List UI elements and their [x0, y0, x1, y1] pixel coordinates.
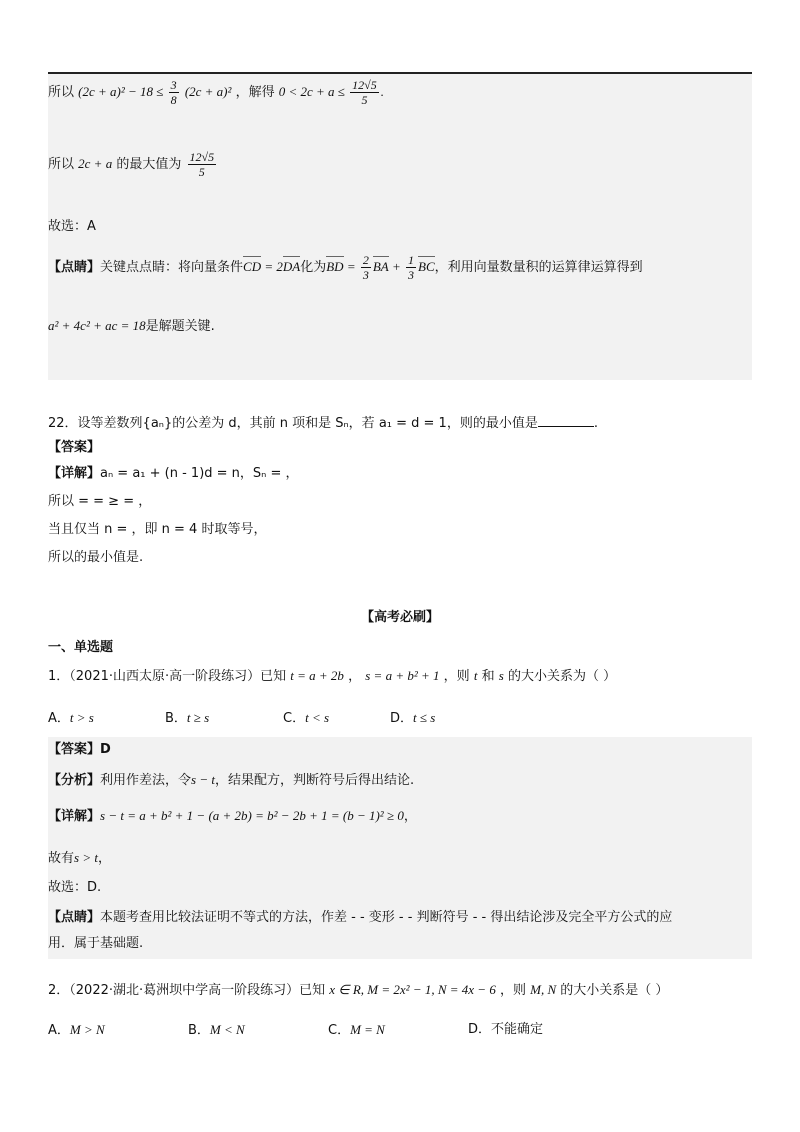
q1-stem: 1．（2021·山西太原·高一阶段练习）已知 t = a + 2b ， s = a + b² + 1 ，则 t 和 s 的大小关系为（ ） — [48, 668, 617, 684]
answer-blank — [538, 414, 594, 427]
q1-option-c: C．t < s — [283, 710, 330, 726]
q22-detail: 【详解】aₙ = a₁ + (n - 1)d = n，Sₙ = ， — [48, 466, 299, 481]
inequality: (2c + a)² − 18 ≤ — [78, 84, 167, 99]
prev-tip-line1: 【点睛】关键点点睛：将向量条件CD = 2DA化为BD = $\frac{2}{3}$ BA + $\frac{1}{3}$ BC，利用向量数量积的运算律运算得到 — [48, 253, 643, 282]
range: 0 < 2c + a ≤ — [278, 84, 349, 99]
q22-line4: 所以的最小值是. — [48, 550, 144, 565]
q2-option-a: A．M > N — [48, 1022, 105, 1038]
inequality-tail: (2c + a)² — [184, 84, 232, 99]
q22-line2: 所以 = = ≥ = ， — [48, 494, 152, 509]
q2-option-c: C．M = N — [328, 1022, 385, 1038]
q22-line3: 当且仅当 n = ，即 n = 4 时取等号， — [48, 522, 267, 537]
max-value-fraction: $\frac{12√5}{5}$ — [189, 150, 215, 179]
prev-tip-line2: a² + 4c² + ac = 18是解题关键. — [48, 318, 215, 334]
q2-stem: 2．（2022·湖北·葛洲坝中学高一阶段练习）已知 x ∈ R, M = 2x² − 1, N = 4x − 6 ，则 M, N 的大小关系是（ ） — [48, 982, 669, 998]
q2-option-d: D．不能确定 — [468, 1022, 544, 1037]
q1-tip-line2: 用．属于基础题. — [48, 936, 144, 951]
section-title: 【高考必刷】 — [360, 610, 439, 625]
q1-option-a: A．t > s — [48, 710, 94, 726]
prefix: 所以 — [48, 85, 75, 100]
q1-analysis: 【分析】利用作差法，令s − t，结果配方，判断符号后得出结论. — [48, 772, 415, 788]
fraction: $\frac{3}{8}$ — [170, 78, 177, 107]
q22-answer-label: 【答案】 — [48, 440, 101, 455]
q1-detail: 【详解】s − t = a + b² + 1 − (a + 2b) = b² − 2b + 1 = (b − 1)² ≥ 0， — [48, 808, 417, 824]
max-fraction: $\frac{12√5}{5}$ — [352, 78, 377, 107]
q1-conclusion: 故有s > t， — [48, 850, 111, 866]
prev-choice: 故选：A — [48, 219, 96, 234]
q22-stem: 22．设等差数列{aₙ}的公差为 d，其前 n 项和是 Sₙ，若 a₁ = d = 1，则的最小值是 . — [48, 416, 598, 431]
q1-tip-line1: 【点睛】本题考查用比较法证明不等式的方法，作差 - - 变形 - - 判断符号 - - 得出结论涉及完全平方公式的应 — [48, 910, 673, 925]
q1-option-d: D．t ≤ s — [390, 710, 436, 726]
q1-option-b: B．t ≥ s — [165, 710, 210, 726]
prev-solution-line2: 所以 2c + a 的最大值为 $\frac{12√5}{5}$ — [48, 150, 215, 179]
mid-text: ，解得 — [235, 85, 275, 100]
q1-answer: 【答案】D — [48, 742, 111, 757]
section-subtitle: 一、单选题 — [48, 640, 114, 655]
prev-solution-line1: 所以 (2c + a)² − 18 ≤ $\frac{3}{8}$ (2c + a)² ，解得 0 < 2c + a ≤ $\frac{12√5}{5}$ . — [48, 78, 385, 107]
q1-choice: 故选：D. — [48, 880, 102, 895]
q2-option-b: B．M < N — [188, 1022, 245, 1038]
